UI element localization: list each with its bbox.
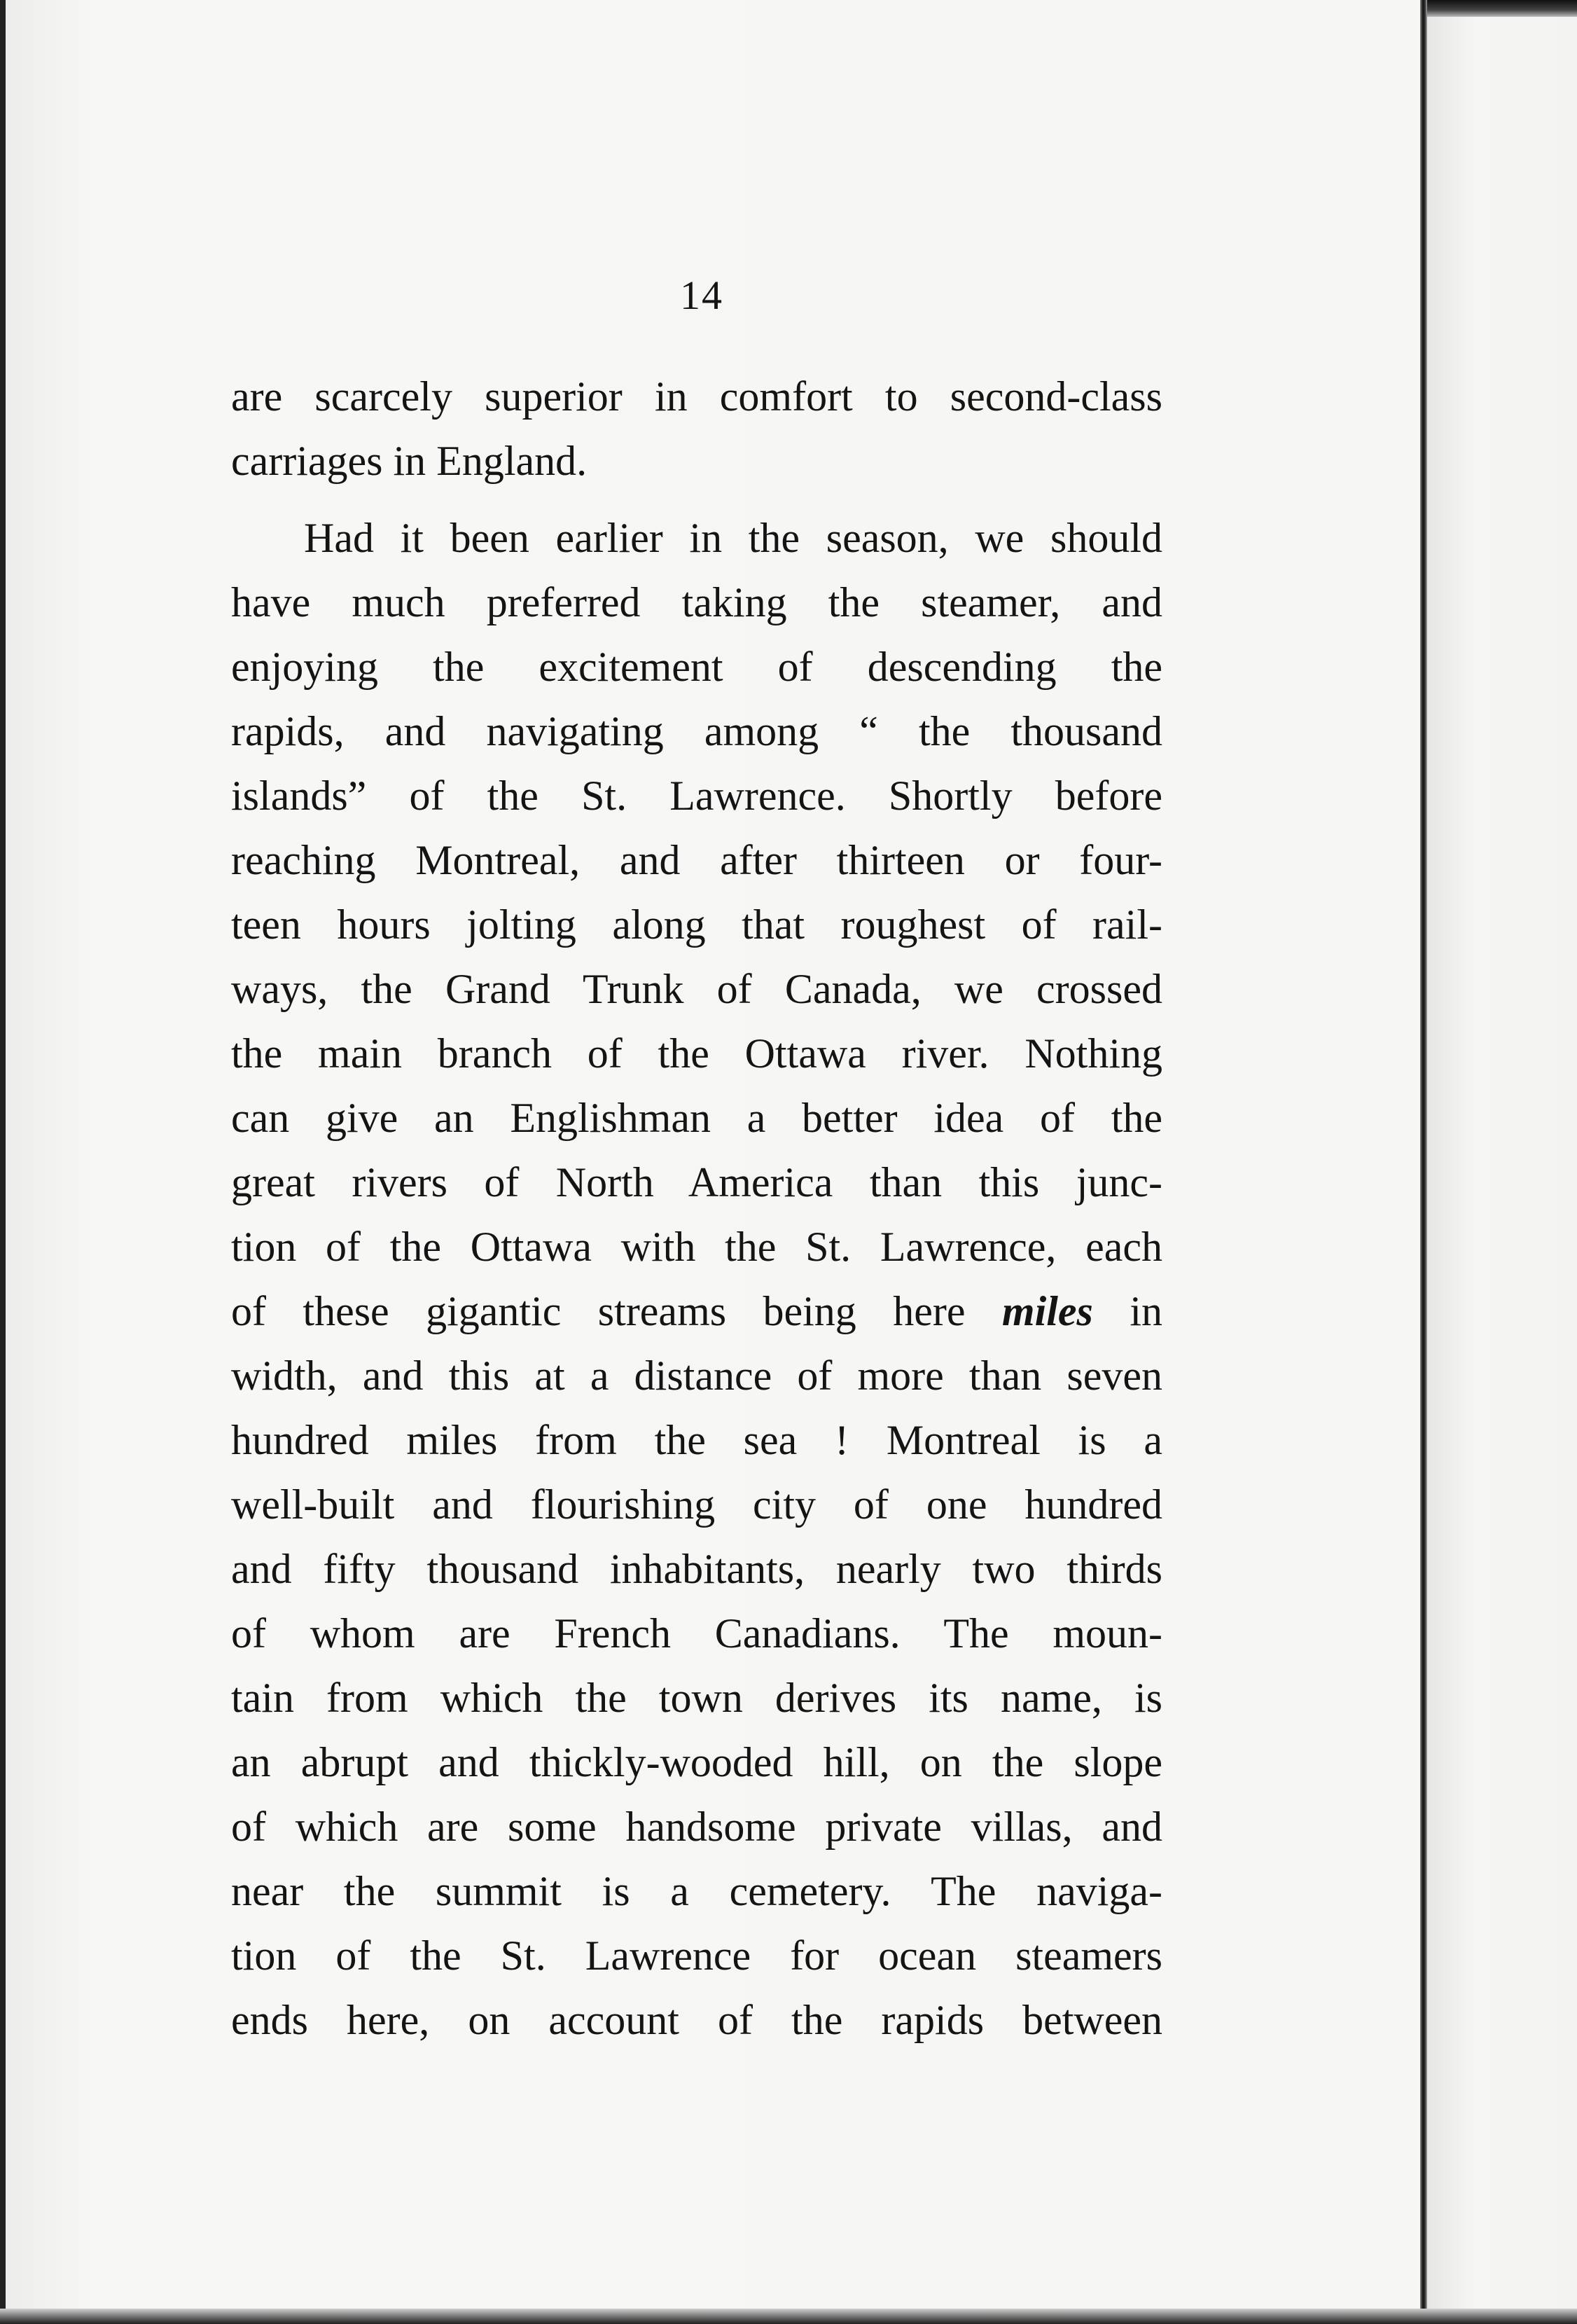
text-line-with-italic	[231, 1279, 1162, 1343]
text-line: tion of the Ottawa with the St. Lawrence, each	[231, 1224, 1162, 1270]
page-number: 14	[680, 272, 723, 318]
italic-word: miles	[1001, 1288, 1093, 1334]
text-line: teen hours jolting along that roughest of rail-	[231, 901, 1162, 948]
text-line: of which are some handsome private villas, and	[231, 1804, 1162, 1850]
text-line: near the summit is a cemetery. The naviga-	[231, 1868, 1162, 1914]
text-line: great rivers of North America than this junc-	[231, 1159, 1162, 1205]
text-line: ends here, on account of the rapids between	[231, 1997, 1162, 2043]
body-text	[231, 364, 1162, 2052]
text-line: an abrupt and thickly-wooded hill, on the slope	[231, 1739, 1162, 1785]
text-fragment: of these gigantic streams being here	[231, 1288, 1002, 1334]
top-binding-shadow	[1422, 0, 1577, 17]
text-line: tain from which the town derives its name, is	[231, 1675, 1162, 1721]
text-line: rapids, and navigating among “ the thousand	[231, 708, 1162, 754]
left-page-edge	[0, 0, 6, 2324]
text-line: enjoying the excitement of descending the	[231, 644, 1162, 690]
adjacent-page-sliver	[1427, 17, 1577, 2309]
text-line: can give an Englishman a better idea of the	[231, 1095, 1162, 1141]
text-fragment: in	[1092, 1288, 1162, 1334]
text-line: tion of the St. Lawrence for ocean steamers	[231, 1932, 1162, 1979]
text-line: hundred miles from the sea ! Montreal is a	[231, 1417, 1162, 1463]
text-line: have much preferred taking the steamer, and	[231, 579, 1162, 625]
text-line: the main branch of the Ottawa river. Nothing	[231, 1030, 1162, 1077]
text-line: are scarcely superior in comfort to second-class	[231, 373, 1162, 420]
text-line: ways, the Grand Trunk of Canada, we crossed	[231, 966, 1162, 1012]
bottom-page-edge	[0, 2309, 1577, 2324]
text-line: width, and this at a distance of more than seven	[231, 1353, 1162, 1399]
text-line: of whom are French Canadians. The moun-	[231, 1610, 1162, 1656]
text-line: reaching Montreal, and after thirteen or four-	[231, 837, 1162, 883]
text-line: islands” of the St. Lawrence. Shortly before	[231, 773, 1162, 819]
paragraph-gap	[231, 493, 1162, 506]
book-gutter	[1420, 0, 1427, 2324]
text-line: well-built and flourishing city of one hundred	[231, 1481, 1162, 1528]
text-line: carriages in England.	[231, 438, 588, 484]
text-line: Had it been earlier in the season, we should	[304, 515, 1162, 561]
text-line: and fifty thousand inhabitants, nearly two thirds	[231, 1546, 1162, 1592]
